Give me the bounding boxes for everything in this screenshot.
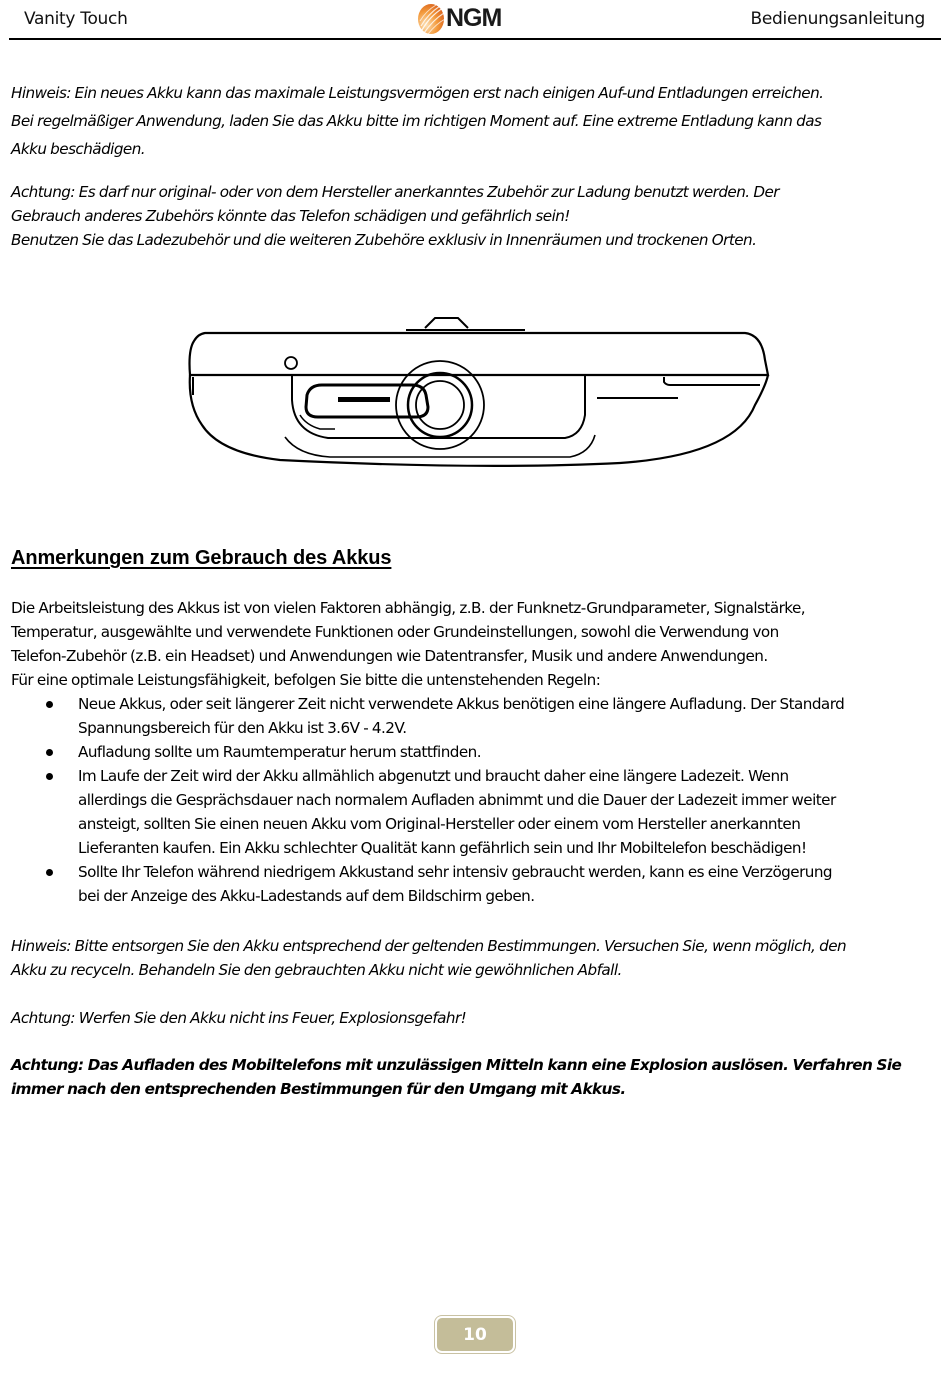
list-item bbox=[11, 740, 941, 764]
phone-bottom-illustration bbox=[180, 305, 780, 480]
phone-lower-shell bbox=[190, 375, 768, 466]
headphone-jack bbox=[408, 373, 472, 437]
hinweis-disposal bbox=[11, 934, 941, 982]
text-line: ansteigt, sollten Sie einen neuen Akku vom Original-Hersteller oder einem vom Hersteller anerkannten bbox=[78, 815, 801, 833]
text-line: Die Arbeitsleistung des Akkus ist von vielen Faktoren abhängig, z.B. der Funknetz-Grundparameter, Signalstärke, bbox=[11, 599, 806, 617]
text-line: Akku zu recyceln. Behandeln Sie den gebrauchten Akku nicht wie gewöhnlichen Abfall. bbox=[11, 961, 622, 979]
text-line: Temperatur, ausgewählte und verwendete Funktionen oder Grundeinstellungen, sowohl die Verwendung von bbox=[11, 623, 779, 641]
text-line: Spannungsbereich für den Akku ist 3.6V - 4.2V. bbox=[78, 719, 407, 737]
list-item bbox=[11, 764, 941, 860]
text-line: Neue Akkus, oder seit längerer Zeit nicht verwendete Akkus benötigen eine längere Aufladung. Der Standard bbox=[78, 695, 845, 713]
text-line: Achtung: Werfen Sie den Akku nicht ins Feuer, Explosionsgefahr! bbox=[11, 1009, 467, 1027]
text-line: Sollte Ihr Telefon während niedrigem Akkustand sehr intensiv gebraucht werden, kann es eine Verzögerung bbox=[78, 863, 833, 881]
text-line: Benutzen Sie das Ladezubehör und die weiteren Zubehöre exklusiv in Innenräumen und trockenen Orten. bbox=[11, 231, 757, 249]
text-line: Im Laufe der Zeit wird der Akku allmählich abgenutzt und braucht daher eine längere Ladezeit. Wenn bbox=[78, 767, 789, 785]
text-line: allerdings die Gesprächsdauer nach normalem Aufladen abnimmt und die Dauer der Ladezeit immer weiter bbox=[78, 791, 836, 809]
document-type: Bedienungsanleitung bbox=[750, 9, 925, 29]
text-line: Akku beschädigen. bbox=[11, 140, 146, 158]
text-line: Telefon-Zubehör (z.B. ein Headset) und Anwendungen wie Datentransfer, Musik und andere Anwendungen. bbox=[11, 647, 768, 665]
text-line: Gebrauch anderes Zubehörs könnte das Telefon schädigen und gefährlich sein! bbox=[11, 207, 570, 225]
text-line: Hinweis: Ein neues Akku kann das maximale Leistungsvermögen erst nach einigen Auf-und Entladungen erreichen. bbox=[11, 84, 824, 102]
ngm-swirl-icon bbox=[416, 2, 450, 36]
text-line: Lieferanten kaufen. Ein Akku schlechter Qualität kann gefährlich sein und Ihr Mobiltelefon beschädigen! bbox=[78, 839, 807, 857]
phone-upper-shell bbox=[190, 333, 769, 375]
list-item bbox=[11, 860, 941, 908]
bullet-icon bbox=[46, 701, 53, 708]
text-line: Aufladung sollte um Raumtemperatur herum stattfinden. bbox=[78, 743, 482, 761]
section-body bbox=[11, 596, 941, 692]
text-line: Achtung: Das Aufladen des Mobiltelefons mit unzulässigen Mitteln kann eine Explosion auslösen. Verfahren Sie bbox=[11, 1056, 902, 1074]
text-line: Achtung: Es darf nur original- oder von dem Hersteller anerkanntes Zubehör zur Ladung benutzt werden. Der bbox=[11, 183, 779, 201]
document-title: Vanity Touch bbox=[24, 9, 128, 29]
text-line: bei der Anzeige des Akku-Ladestands auf dem Bildschirm geben. bbox=[78, 887, 535, 905]
achtung-explosion bbox=[11, 1053, 941, 1101]
hinweis-new-battery bbox=[11, 81, 941, 161]
bullet-icon bbox=[46, 869, 53, 876]
text-line: immer nach den entsprechenden Bestimmungen für den Umgang mit Akkus. bbox=[11, 1080, 626, 1098]
text-line: Bei regelmäßiger Anwendung, laden Sie das Akku bitte im richtigen Moment auf. Eine extreme Entladung kann das bbox=[11, 112, 822, 130]
page-number-badge bbox=[437, 1318, 513, 1351]
logo-text: NGM bbox=[446, 4, 502, 32]
achtung-fire bbox=[11, 1006, 941, 1030]
usb-pins bbox=[338, 397, 390, 402]
text-line: Hinweis: Bitte entsorgen Sie den Akku entsprechend der geltenden Bestimmungen. Versuchen Sie, wenn möglich, den bbox=[11, 937, 847, 955]
list-item bbox=[11, 692, 941, 740]
achtung-accessories bbox=[11, 180, 941, 252]
page-number: 10 bbox=[463, 1324, 487, 1345]
ngm-logo bbox=[416, 2, 531, 34]
battery-rules-list bbox=[11, 692, 941, 908]
text-line: Für eine optimale Leistungsfähigkeit, befolgen Sie bitte die untenstehenden Regeln: bbox=[11, 671, 601, 689]
microphone-hole bbox=[285, 357, 297, 369]
top-button bbox=[425, 318, 468, 328]
page-header bbox=[9, 0, 941, 40]
bullet-icon bbox=[46, 773, 53, 780]
section-heading: Anmerkungen zum Gebrauch des Akkus bbox=[11, 547, 392, 569]
bullet-icon bbox=[46, 749, 53, 756]
